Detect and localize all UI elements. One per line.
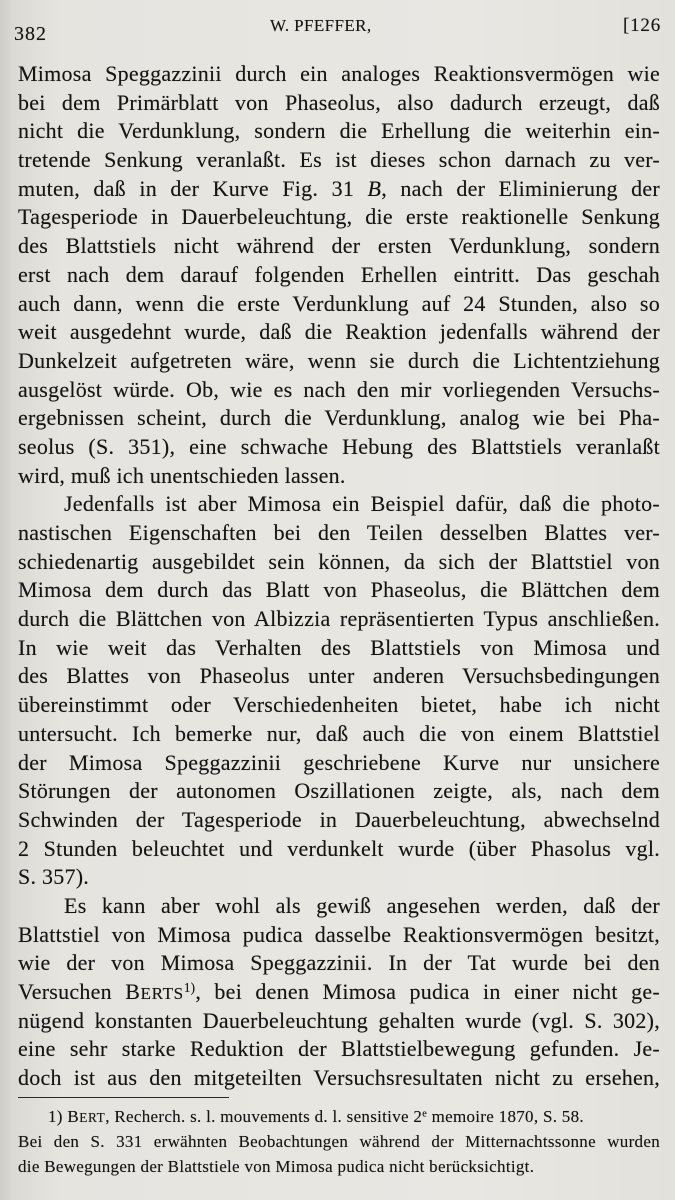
footnote-line: die Bewegungen der Blattstiele von Mimosa pudica nicht berücksichtigt. [18,1157,535,1176]
text-line: der Mimosa Speggazzinii geschriebene Kurve nur unsichere [18,749,660,775]
text-line: nicht die Verdunklung, sondern die Erhellung die weiterhin ein- [18,118,660,144]
text-line: untersucht. Ich bemerke nur, daß auch die von einem Blattstiel [18,720,660,746]
text-line: übereinstimmt oder Verschiedenheiten bietet, habe ich nicht [18,692,660,718]
text-line: durch die Blättchen von Albizzia repräsentierten Typus anschließen. [18,606,660,632]
text-line: schiedenartig ausgebildet sein können, da sich der Blattstiel von [18,548,660,574]
text-line: doch ist aus den mitgeteilten Versuchsresultaten nicht zu ersehen, [18,1065,660,1091]
text-line: wird, muß ich unentschieden lassen. [18,462,346,488]
text-line: Schwinden der Tagesperiode in Dauerbeleuchtung, abwechselnd [18,806,660,832]
text-line: bei dem Primärblatt von Phaseolus, also dadurch erzeugt, daß [18,89,660,115]
superscript: e [422,1108,428,1120]
line-text: memoire 1870, S. 58. [427,1107,584,1126]
text-line [18,978,660,1007]
text-line: ergebnissen scheint, durch die Verdunklung, analog wie bei Pha- [18,405,660,431]
text-line: eine sehr starke Reduktion der Blattstielbewegung gefunden. Je- [18,1036,660,1062]
text-line: erst nach dem darauf folgenden Erhellen eintritt. Das geschah [18,261,660,287]
paragraph [18,892,660,1093]
text-line: des Blattes von Phaseolus unter anderen Versuchsbedingungen [18,663,660,689]
text-line: Dunkelzeit aufgetreten wäre, wenn sie durch die Lichtentziehung [18,347,660,373]
text-line: Blattstiel von Mimosa pudica dasselbe Reaktionsvermögen besitzt, [18,921,660,947]
footnote-marker: 1) [48,1107,63,1126]
author-name: BERT [67,1107,106,1126]
text-line: Es kann aber wohl als gewiß angesehen werden, daß der [64,892,660,918]
text-line: wie der von Mimosa Speggazzinii. In der Tat wurde bei den [18,950,660,976]
line-text: , Recherch. s. l. mouvements d. l. sensitive 2 [105,1107,423,1126]
line-text: Versuchen [18,979,126,1004]
footnote-line: Bei den S. 331 erwähnten Beobachtungen während der Mitternachtssonne wurden [18,1132,660,1151]
text-line: Jedenfalls ist aber Mimosa ein Beispiel dafür, daß die photo- [64,491,660,517]
text-line [18,175,660,204]
text-line: Störungen der autonomen Oszillationen zeigte, als, nach dem [18,778,660,804]
original-page-marker: [126 [622,15,661,36]
text-line: Mimosa dem durch das Blatt von Phaseolus, die Blättchen dem [18,577,660,603]
paragraph [18,490,660,892]
text-line: ausgelöst würde. Ob, wie es nach den mir vorliegenden Versuchs- [18,376,660,402]
footnote [18,1104,660,1179]
line-text: , bei denen Mimosa pudica in einer nicht ge- [195,979,660,1004]
text-line: Tagesperiode in Dauerbeleuchtung, die erste reaktionelle Senkung [18,204,660,230]
text-line: weit ausgedehnt wurde, daß die Reaktion jedenfalls während der [18,319,660,345]
text-line: auch dann, wenn die erste Verdunklung auf 24 Stunden, also so [18,290,660,316]
author-name: BERTS [125,979,184,1004]
text-line: nastischen Eigenschaften bei den Teilen desselben Blattes ver- [18,520,660,545]
text-line: des Blattstiels nicht während der ersten Verdunklung, sondern [18,233,660,259]
line-text: , nach der Eliminierung der [381,175,660,201]
footnote-ref: 1) [183,979,196,995]
figure-label: B [367,175,382,201]
footnote-rule [18,1097,229,1098]
text-line: tretende Senkung veranlaßt. Es ist dieses schon darnach zu ver- [18,147,660,173]
text-line: S. 357). [18,864,90,890]
footnote-line [18,1104,660,1129]
text-line: Mimosa Speggazzinii durch ein analoges Reaktionsvermögen wie [18,61,660,86]
text-line: seolus (S. 351), eine schwache Hebung des Blattstiels veranlaßt [18,433,660,459]
paragraph [18,60,660,490]
running-head: W. PFEFFER, [270,16,372,35]
text-line: nügend konstanten Dauerbeleuchtung gehalten wurde (vgl. S. 302), [18,1007,660,1033]
body-text [18,60,660,1093]
page-number: 382 [14,23,47,45]
line-text: muten, daß in der Kurve Fig. 31 [18,175,368,201]
text-line: In wie weit das Verhalten des Blattstiels von Mimosa und [18,634,660,660]
text-line: 2 Stunden beleuchtet und verdunkelt wurde (über Phasolus vgl. [18,835,660,861]
